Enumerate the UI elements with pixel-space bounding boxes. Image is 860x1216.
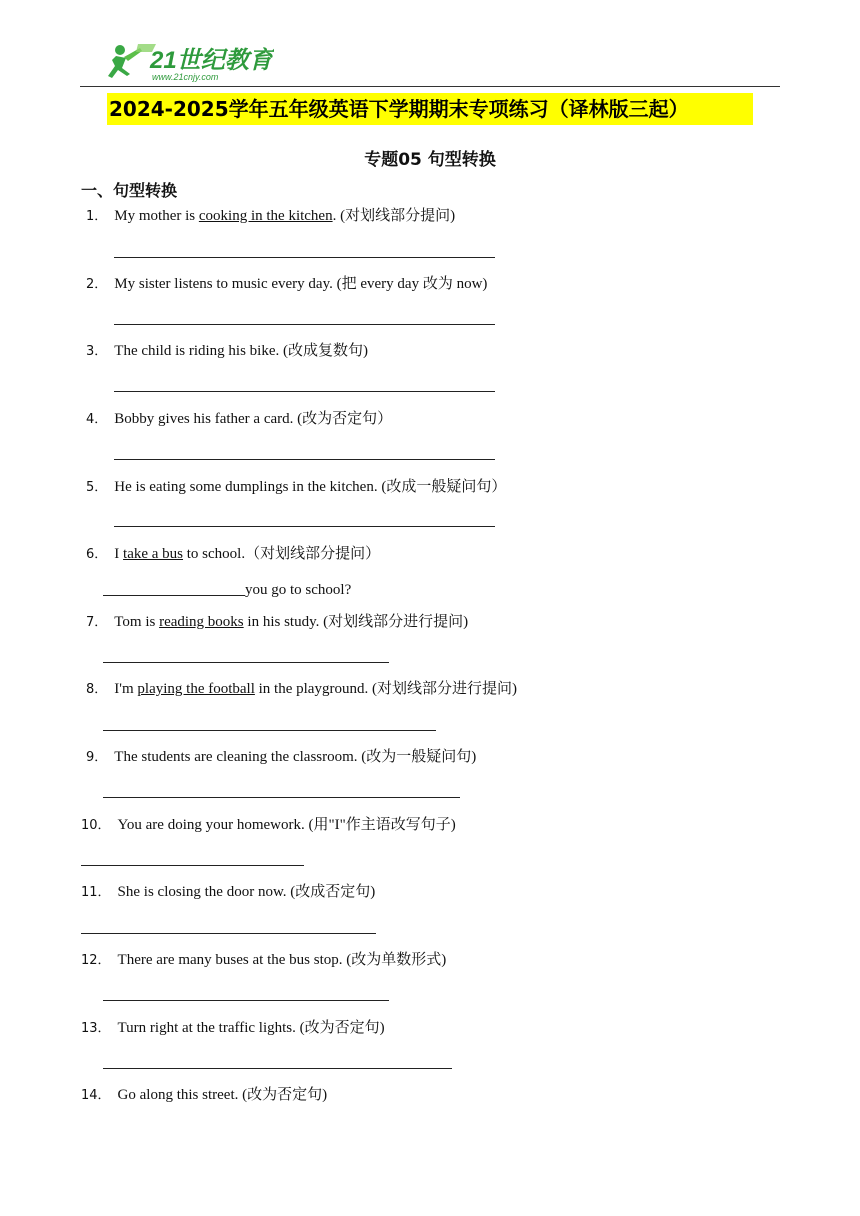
answer-line[interactable] xyxy=(114,324,495,325)
question-14: 14． Go along this street. (改为否定句) xyxy=(81,1087,328,1103)
answer-line[interactable] xyxy=(81,865,304,866)
question-2: 2． My sister listens to music every day. (把 every day 改为 now) xyxy=(86,276,488,292)
answer-line[interactable] xyxy=(103,730,436,731)
question-9: 9． The students are cleaning the classroom. (改为一般疑问句) xyxy=(86,749,477,765)
question-number: 7． xyxy=(86,615,108,630)
site-logo xyxy=(104,42,274,84)
logo-text: 21世纪教育 xyxy=(150,47,273,74)
fill-in-blank: you go to school? xyxy=(103,579,351,599)
question-8: 8． I'm playing the football in the playground. (对划线部分进行提问) xyxy=(86,681,517,697)
question-number: 10． xyxy=(81,818,111,833)
question-number: 3． xyxy=(86,344,108,359)
page-title: 2024-2025学年五年级英语下学期期末专项练习（译林版三起） xyxy=(107,93,753,125)
blank-input[interactable] xyxy=(103,579,245,596)
question-4: 4． Bobby gives his father a card. (改为否定句） xyxy=(86,411,393,427)
question-5: 5． He is eating some dumplings in the kitchen. (改成一般疑问句） xyxy=(86,479,507,495)
answer-line[interactable] xyxy=(81,933,376,934)
question-number: 12． xyxy=(81,953,111,968)
question-7: 7． Tom is reading books in his study. (对划线部分进行提问) xyxy=(86,614,469,630)
answer-line[interactable] xyxy=(103,797,460,798)
question-12: 12． There are many buses at the bus stop. (改为单数形式) xyxy=(81,952,447,968)
answer-line[interactable] xyxy=(114,391,495,392)
underlined-phrase: playing the football xyxy=(137,681,255,697)
subtitle: 专题05 句型转换 xyxy=(364,150,496,170)
runner-icon xyxy=(108,44,156,78)
question-number: 9． xyxy=(86,750,108,765)
underlined-phrase: reading books xyxy=(159,614,244,630)
question-number: 14． xyxy=(81,1088,111,1103)
answer-line[interactable] xyxy=(114,257,495,258)
answer-line[interactable] xyxy=(103,1068,452,1069)
question-11: 11． She is closing the door now. (改成否定句) xyxy=(81,884,376,900)
header-divider xyxy=(80,86,780,87)
section-title: 一、句型转换 xyxy=(81,181,178,200)
question-10: 10． You are doing your homework. (用"I"作主语改写句子) xyxy=(81,817,456,833)
underlined-phrase: cooking in the kitchen xyxy=(198,208,333,224)
question-1: 1． My mother is cooking in the kitchen. (对划线部分提问) xyxy=(86,208,456,224)
logo-url: www.21cnjy.com xyxy=(152,72,219,82)
question-number: 8． xyxy=(86,682,108,697)
question-13: 13． Turn right at the traffic lights. (改为否定句) xyxy=(81,1020,385,1036)
answer-line[interactable] xyxy=(114,526,495,527)
question-3: 3． The child is riding his bike. (改成复数句) xyxy=(86,343,369,359)
answer-line[interactable] xyxy=(103,662,389,663)
question-number: 6． xyxy=(86,547,108,562)
question-number: 1． xyxy=(86,209,108,224)
question-number: 2． xyxy=(86,277,108,292)
question-number: 13． xyxy=(81,1021,111,1036)
answer-line[interactable] xyxy=(114,459,495,460)
question-number: 11． xyxy=(81,885,111,900)
question-number: 4． xyxy=(86,412,108,427)
question-6: 6． I take a bus to school.（对划线部分提问） xyxy=(86,546,381,562)
underlined-phrase: take a bus xyxy=(123,546,184,562)
answer-line[interactable] xyxy=(103,1000,389,1001)
question-number: 5． xyxy=(86,480,108,495)
